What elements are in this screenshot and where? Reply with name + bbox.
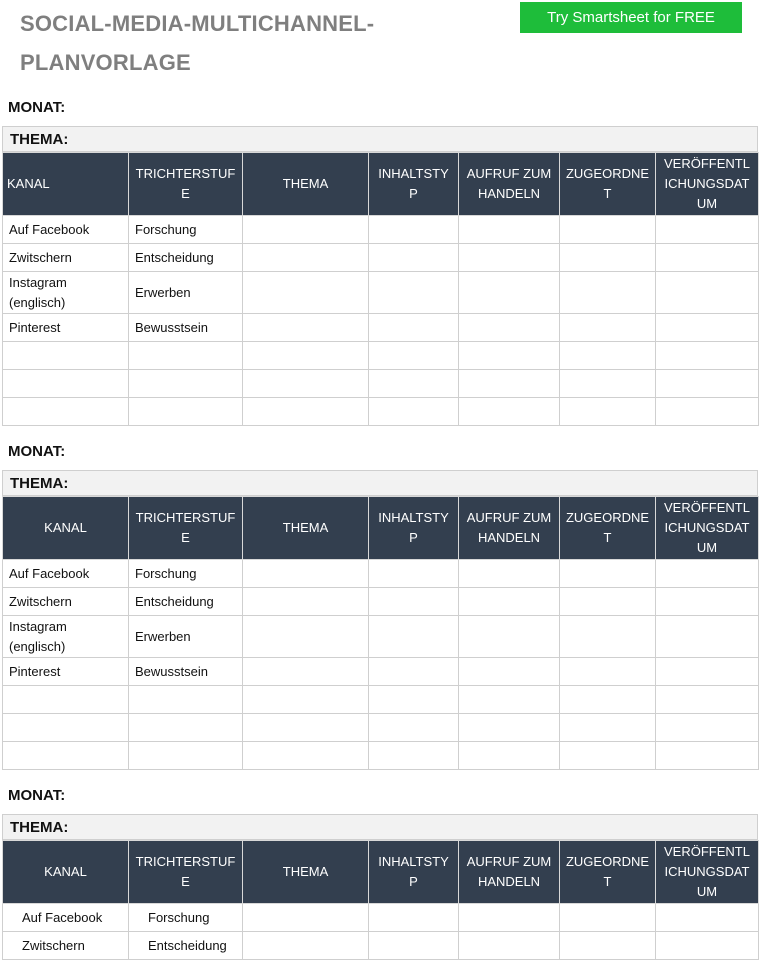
thema-cell[interactable] — [243, 216, 369, 244]
aufruf-cell[interactable] — [459, 342, 560, 370]
stufe-cell[interactable]: Forschung — [129, 904, 243, 932]
table-row — [3, 398, 759, 426]
plan-table — [2, 840, 759, 960]
zugeordnet-cell[interactable] — [560, 686, 656, 714]
stufe-cell[interactable] — [129, 686, 243, 714]
col-header-aufruf: AUFRUF ZUM HANDELN — [459, 153, 560, 216]
kanal-cell[interactable]: Zwitschern — [3, 932, 129, 960]
datum-cell[interactable] — [656, 904, 759, 932]
table-row — [3, 370, 759, 398]
table-row — [3, 714, 759, 742]
datum-cell[interactable] — [656, 370, 759, 398]
col-header-thema: THEMA — [243, 497, 369, 560]
table-row — [3, 658, 759, 686]
aufruf-cell[interactable] — [459, 560, 560, 588]
col-header-aufruf: AUFRUF ZUM HANDELN — [459, 841, 560, 904]
col-header-zugeordnet: ZUGEORDNE T — [560, 497, 656, 560]
aufruf-cell[interactable] — [459, 932, 560, 960]
col-header-inhaltstyp: INHALTSTY P — [369, 497, 459, 560]
inhaltstyp-cell[interactable] — [369, 216, 459, 244]
thema-cell[interactable] — [243, 272, 369, 314]
zugeordnet-cell[interactable] — [560, 314, 656, 342]
zugeordnet-cell[interactable] — [560, 658, 656, 686]
plan-section-2 — [2, 470, 758, 770]
kanal-cell[interactable]: Zwitschern — [3, 588, 129, 616]
kanal-cell[interactable] — [3, 714, 129, 742]
table-row — [3, 742, 759, 770]
col-header-trichterstufe: TRICHTERSTUF E — [129, 841, 243, 904]
inhaltstyp-cell[interactable] — [369, 560, 459, 588]
aufruf-cell[interactable] — [459, 370, 560, 398]
plan-table — [2, 496, 759, 770]
kanal-cell[interactable]: Instagram (englisch) — [3, 616, 129, 658]
aufruf-cell[interactable] — [459, 588, 560, 616]
aufruf-cell[interactable] — [459, 742, 560, 770]
inhaltstyp-cell[interactable] — [369, 616, 459, 658]
thema-label[interactable]: THEMA: — [2, 470, 758, 496]
col-header-aufruf: AUFRUF ZUM HANDELN — [459, 497, 560, 560]
datum-cell[interactable] — [656, 588, 759, 616]
aufruf-cell[interactable] — [459, 314, 560, 342]
page-title: SOCIAL-MEDIA-MULTICHANNEL-PLANVORLAGE — [20, 11, 375, 75]
inhaltstyp-cell[interactable] — [369, 398, 459, 426]
zugeordnet-cell[interactable] — [560, 342, 656, 370]
col-header-trichterstufe: TRICHTERSTUF E — [129, 153, 243, 216]
thema-cell[interactable] — [243, 714, 369, 742]
datum-cell[interactable] — [656, 742, 759, 770]
zugeordnet-cell[interactable] — [560, 244, 656, 272]
zugeordnet-cell[interactable] — [560, 216, 656, 244]
kanal-cell[interactable] — [3, 742, 129, 770]
datum-cell[interactable] — [656, 314, 759, 342]
col-header-kanal: KANAL — [3, 153, 129, 216]
col-header-datum: VERÖFFENTL ICHUNGSDAT UM — [656, 153, 759, 216]
inhaltstyp-cell[interactable] — [369, 742, 459, 770]
col-header-datum: VERÖFFENTL ICHUNGSDAT UM — [656, 841, 759, 904]
table-row — [3, 342, 759, 370]
inhaltstyp-cell[interactable] — [369, 370, 459, 398]
thema-label[interactable]: THEMA: — [2, 814, 758, 840]
aufruf-cell[interactable] — [459, 904, 560, 932]
col-header-kanal: KANAL — [3, 841, 129, 904]
table-header-row — [3, 497, 759, 560]
zugeordnet-cell[interactable] — [560, 588, 656, 616]
kanal-cell[interactable]: Auf Facebook — [3, 904, 129, 932]
kanal-cell[interactable]: Pinterest — [3, 314, 129, 342]
thema-cell[interactable] — [243, 398, 369, 426]
stufe-cell[interactable]: Entscheidung — [129, 932, 243, 960]
thema-cell[interactable] — [243, 244, 369, 272]
zugeordnet-cell[interactable] — [560, 932, 656, 960]
table-row — [3, 588, 759, 616]
table-row — [3, 244, 759, 272]
datum-cell[interactable] — [656, 658, 759, 686]
thema-cell[interactable] — [243, 370, 369, 398]
monat-label: MONAT: — [8, 787, 66, 804]
zugeordnet-cell[interactable] — [560, 616, 656, 658]
table-row — [3, 686, 759, 714]
kanal-cell[interactable]: Instagram (englisch) — [3, 272, 129, 314]
table-header-row — [3, 841, 759, 904]
stufe-cell[interactable]: Bewusstsein — [129, 314, 243, 342]
plan-table — [2, 152, 759, 426]
thema-cell[interactable] — [243, 658, 369, 686]
zugeordnet-cell[interactable] — [560, 714, 656, 742]
inhaltstyp-cell[interactable] — [369, 244, 459, 272]
monat-label: MONAT: — [8, 99, 66, 116]
inhaltstyp-cell[interactable] — [369, 272, 459, 314]
stufe-cell[interactable] — [129, 742, 243, 770]
zugeordnet-cell[interactable] — [560, 560, 656, 588]
stufe-cell[interactable] — [129, 398, 243, 426]
aufruf-cell[interactable] — [459, 216, 560, 244]
datum-cell[interactable] — [656, 560, 759, 588]
monat-label: MONAT: — [8, 443, 66, 460]
col-header-inhaltstyp: INHALTSTY P — [369, 841, 459, 904]
datum-cell[interactable] — [656, 244, 759, 272]
plan-section-1 — [2, 126, 758, 426]
stufe-cell[interactable]: Bewusstsein — [129, 658, 243, 686]
stufe-cell[interactable] — [129, 342, 243, 370]
thema-cell[interactable] — [243, 588, 369, 616]
col-header-thema: THEMA — [243, 153, 369, 216]
inhaltstyp-cell[interactable] — [369, 658, 459, 686]
inhaltstyp-cell[interactable] — [369, 588, 459, 616]
aufruf-cell[interactable] — [459, 686, 560, 714]
table-row — [3, 216, 759, 244]
datum-cell[interactable] — [656, 342, 759, 370]
thema-cell[interactable] — [243, 686, 369, 714]
thema-cell[interactable] — [243, 904, 369, 932]
kanal-cell[interactable]: Zwitschern — [3, 244, 129, 272]
aufruf-cell[interactable] — [459, 244, 560, 272]
datum-cell[interactable] — [656, 216, 759, 244]
datum-cell[interactable] — [656, 932, 759, 960]
table-row — [3, 560, 759, 588]
stufe-cell[interactable] — [129, 370, 243, 398]
zugeordnet-cell[interactable] — [560, 398, 656, 426]
plan-section-3 — [2, 814, 758, 960]
table-row — [3, 314, 759, 342]
stufe-cell[interactable]: Forschung — [129, 560, 243, 588]
kanal-cell[interactable]: Auf Facebook — [3, 216, 129, 244]
kanal-cell[interactable]: Pinterest — [3, 658, 129, 686]
table-row — [3, 272, 759, 314]
inhaltstyp-cell[interactable] — [369, 932, 459, 960]
zugeordnet-cell[interactable] — [560, 904, 656, 932]
thema-cell[interactable] — [243, 342, 369, 370]
table-row — [3, 904, 759, 932]
aufruf-cell[interactable] — [459, 714, 560, 742]
col-header-zugeordnet: ZUGEORDNE T — [560, 153, 656, 216]
table-header-row — [3, 153, 759, 216]
datum-cell[interactable] — [656, 714, 759, 742]
aufruf-cell[interactable] — [459, 616, 560, 658]
inhaltstyp-cell[interactable] — [369, 904, 459, 932]
kanal-cell[interactable] — [3, 342, 129, 370]
zugeordnet-cell[interactable] — [560, 272, 656, 314]
stufe-cell[interactable]: Entscheidung — [129, 244, 243, 272]
thema-cell[interactable] — [243, 560, 369, 588]
datum-cell[interactable] — [656, 398, 759, 426]
inhaltstyp-cell[interactable] — [369, 686, 459, 714]
stufe-cell[interactable]: Entscheidung — [129, 588, 243, 616]
inhaltstyp-cell[interactable] — [369, 342, 459, 370]
col-header-inhaltstyp: INHALTSTY P — [369, 153, 459, 216]
kanal-cell[interactable]: Auf Facebook — [3, 560, 129, 588]
col-header-datum: VERÖFFENTL ICHUNGSDAT UM — [656, 497, 759, 560]
thema-cell[interactable] — [243, 616, 369, 658]
col-header-kanal: KANAL — [3, 497, 129, 560]
aufruf-cell[interactable] — [459, 398, 560, 426]
thema-cell[interactable] — [243, 742, 369, 770]
table-row — [3, 932, 759, 960]
datum-cell[interactable] — [656, 272, 759, 314]
thema-label[interactable]: THEMA: — [2, 126, 758, 152]
thema-cell[interactable] — [243, 932, 369, 960]
col-header-zugeordnet: ZUGEORDNE T — [560, 841, 656, 904]
kanal-cell[interactable] — [3, 398, 129, 426]
stufe-cell[interactable]: Erwerben — [129, 616, 243, 658]
datum-cell[interactable] — [656, 686, 759, 714]
aufruf-cell[interactable] — [459, 272, 560, 314]
col-header-thema: THEMA — [243, 841, 369, 904]
inhaltstyp-cell[interactable] — [369, 714, 459, 742]
stufe-cell[interactable] — [129, 714, 243, 742]
zugeordnet-cell[interactable] — [560, 370, 656, 398]
try-smartsheet-button[interactable]: Try Smartsheet for FREE — [520, 2, 742, 33]
thema-cell[interactable] — [243, 314, 369, 342]
kanal-cell[interactable] — [3, 686, 129, 714]
inhaltstyp-cell[interactable] — [369, 314, 459, 342]
aufruf-cell[interactable] — [459, 658, 560, 686]
kanal-cell[interactable] — [3, 370, 129, 398]
table-row — [3, 616, 759, 658]
datum-cell[interactable] — [656, 616, 759, 658]
col-header-trichterstufe: TRICHTERSTUF E — [129, 497, 243, 560]
stufe-cell[interactable]: Forschung — [129, 216, 243, 244]
stufe-cell[interactable]: Erwerben — [129, 272, 243, 314]
zugeordnet-cell[interactable] — [560, 742, 656, 770]
